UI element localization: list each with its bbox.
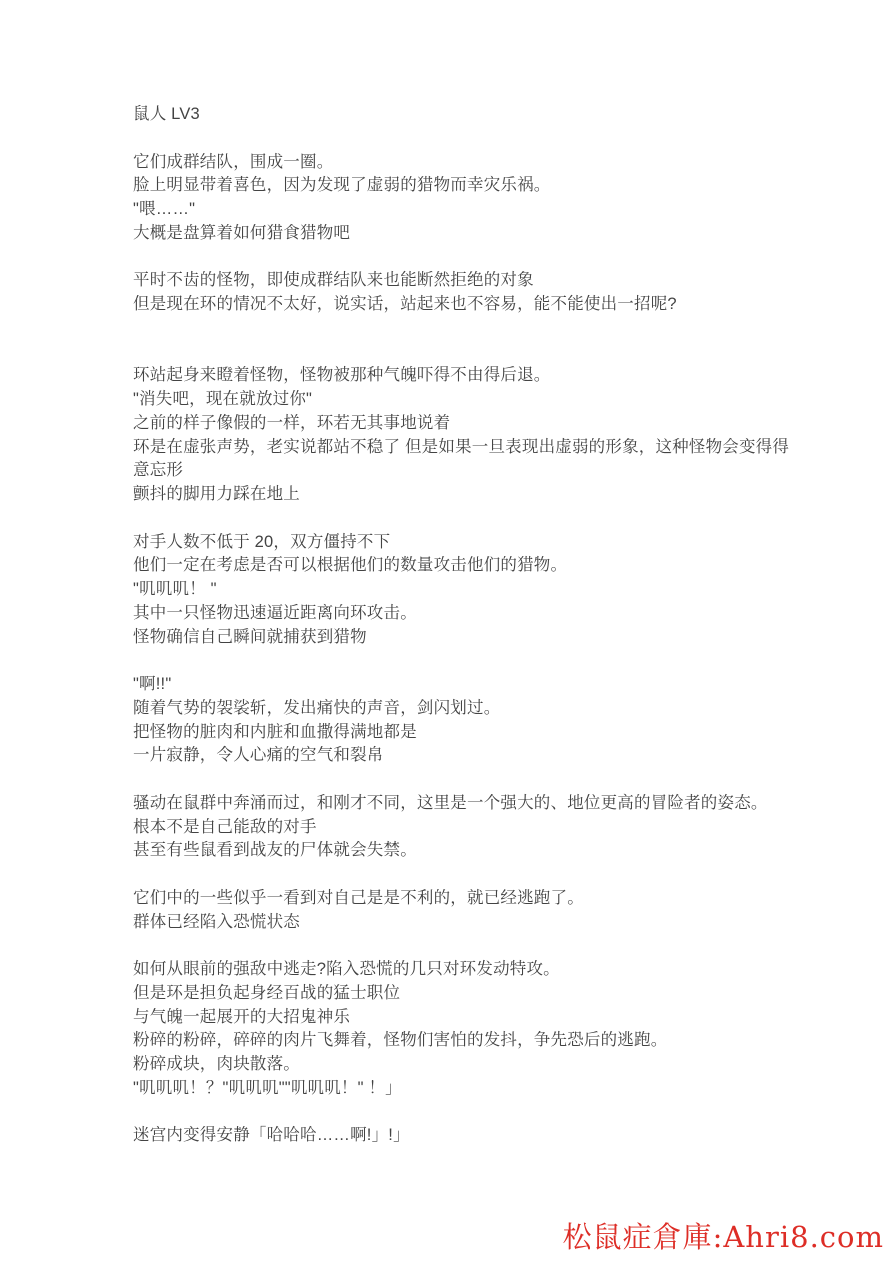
text-line: 粉碎的粉碎，碎碎的肉片飞舞着，怪物们害怕的发抖，争先恐后的逃跑。 xyxy=(133,1031,668,1050)
text-line: 随着气势的袈裟斩，发出痛快的声音，剑闪划过。 xyxy=(133,698,501,717)
text-line: 与气魄一起展开的大招鬼神乐 xyxy=(133,1007,351,1026)
text-line: 根本不是自己能敌的对手 xyxy=(133,817,317,836)
text-line: 如何从眼前的强敌中逃走?陷入恐慌的几只对环发动特攻。 xyxy=(133,960,560,978)
text-line: "喂……" xyxy=(133,200,196,218)
text-line: 对手人数不低于 20，双方僵持不下 xyxy=(133,532,391,551)
watermark: 松鼠症倉庫:Ahri8.com xyxy=(562,1220,884,1254)
text-line: 之前的样子像假的一样，环若无其事地说着 xyxy=(133,413,451,432)
text-line: 脸上明显带着喜色，因为发现了虚弱的猎物而幸灾乐祸。 xyxy=(133,176,551,195)
text-line: 骚动在鼠群中奔涌而过，和刚才不同，这里是一个强大的、地位更高的冒险者的姿态。 xyxy=(133,793,768,812)
text-line: 鼠人 LV3 xyxy=(133,105,200,123)
text-line: 平时不齿的怪物，即使成群结队来也能断然拒绝的对象 xyxy=(133,271,534,290)
text-line: 群体已经陷入恐慌状态 xyxy=(133,912,300,931)
text-line: 一片寂静，令人心痛的空气和裂帛 xyxy=(133,746,384,765)
blank-line xyxy=(133,649,868,673)
text-line: 颤抖的脚用力踩在地上 xyxy=(133,485,300,503)
text-line: 甚至有些鼠看到战友的尸体就会失禁。 xyxy=(133,841,417,860)
blank-line xyxy=(133,341,868,365)
blank-line xyxy=(133,863,868,887)
text-line: "消失吧，现在就放过你" xyxy=(133,390,313,408)
text-line: 粉碎成块，肉块散落。 xyxy=(133,1055,300,1073)
text-line: "叽叽叽！？"叽叽叽""叽叽叽！" ！」 xyxy=(133,1078,402,1097)
text-line: 把怪物的脏肉和内脏和血撒得满地都是 xyxy=(133,722,417,741)
blank-line xyxy=(133,317,868,341)
text-line: 意忘形 xyxy=(133,461,184,480)
blank-line xyxy=(133,127,868,151)
text-line: 怪物确信自己瞬间就捕获到猎物 xyxy=(133,627,367,646)
text-body xyxy=(133,103,868,1148)
text-line: "啊!!" xyxy=(133,675,172,693)
text-line: 它们中的一些似乎一看到对自己是是不利的，就已经逃跑了。 xyxy=(133,888,584,907)
text-line: 但是环是担负起身经百战的猛士职位 xyxy=(133,983,401,1002)
text-line: "叽叽叽！ " xyxy=(133,580,217,598)
text-line: 大概是盘算着如何猎食猎物吧 xyxy=(133,223,351,242)
text-line: 它们成群结队，围成一圈。 xyxy=(133,152,334,171)
text-line: 但是现在环的情况不太好，说实话，站起来也不容易，能不能使出一招呢? xyxy=(133,295,677,313)
text-line: 其中一只怪物迅速逼近距离向环攻击。 xyxy=(133,603,417,622)
blank-line xyxy=(133,246,868,270)
text-line: 他们一定在考虑是否可以根据他们的数量攻击他们的猎物。 xyxy=(133,556,568,575)
blank-line xyxy=(133,507,868,531)
blank-line xyxy=(133,934,868,958)
blank-line xyxy=(133,1101,868,1125)
text-line: 环是在虚张声势，老实说都站不稳了 但是如果一旦表现出虚弱的形象，这种怪物会变得得 xyxy=(133,437,790,456)
blank-line xyxy=(133,768,868,792)
text-line: 环站起身来瞪着怪物，怪物被那种气魄吓得不由得后退。 xyxy=(133,366,551,385)
text-line: 迷宫内变得安静「哈哈哈……啊!」!」 xyxy=(133,1126,410,1145)
